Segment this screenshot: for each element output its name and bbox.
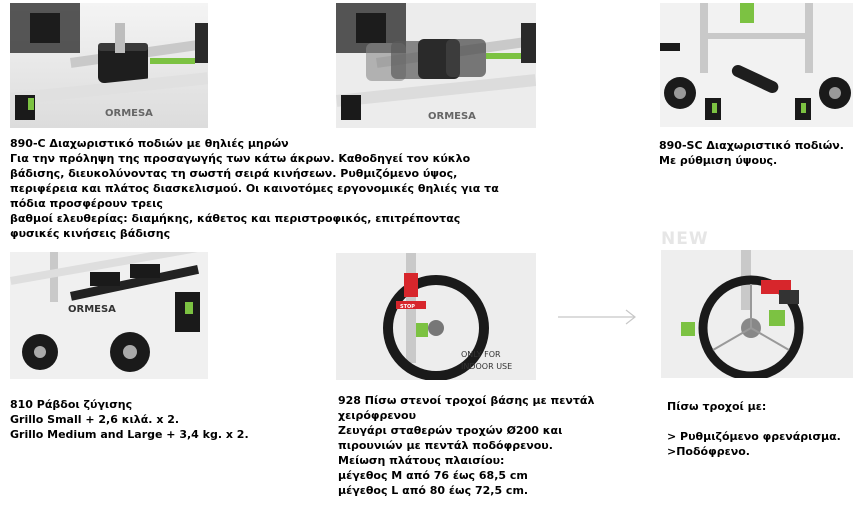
text-line xyxy=(667,414,841,429)
arrow-right-icon xyxy=(556,307,638,331)
photo-caption-1: ONLY FOR xyxy=(461,350,501,359)
text-line: Ζευγάρι σταθερών τροχών Ø200 και xyxy=(338,424,563,437)
photo-890c-leg-separator xyxy=(10,3,208,128)
photo-new-rear-wheel xyxy=(661,250,853,378)
text-line: μέγεθος M από 76 έως 68,5 cm xyxy=(338,469,528,482)
photo-928-rear-wheels xyxy=(336,253,536,380)
text-line: περιφέρεια και πλάτος διασκελισμού. Οι καινοτόμες εργονομικές θηλιές για τα xyxy=(10,182,499,195)
text-line: μέγεθος L από 80 έως 72,5 cm. xyxy=(338,484,529,497)
text-line: > Ρυθμιζόμενο φρενάρισμα. xyxy=(667,430,841,443)
text-line: φυσικές κινήσεις βάδισης xyxy=(10,227,171,240)
description-928 xyxy=(338,393,594,498)
description-890c xyxy=(10,136,499,241)
description-rear-wheels xyxy=(667,399,841,459)
text-line: 810 Ράβδοι ζύγισης xyxy=(10,398,133,411)
photo-810-weight-bars xyxy=(10,252,208,379)
text-line: 928 Πίσω στενοί τροχοί βάσης με πεντάλ xyxy=(338,394,595,407)
text-line: πιρουνιών με πεντάλ ποδόφρενου. xyxy=(338,439,553,452)
photo-890c-motion xyxy=(336,3,536,128)
description-810 xyxy=(10,397,249,442)
text-line: βαθμοί ελευθερίας: διαμήκης, κάθετος και περιστροφικός, επιτρέποντας xyxy=(10,212,461,225)
text-line: πόδια προσφέρουν τρεις xyxy=(10,197,163,210)
text-line: Με ρύθμιση ύψους. xyxy=(659,154,778,167)
brand-mark: ORMESA xyxy=(68,304,116,315)
text-line: 890-SC Διαχωριστικό ποδιών. xyxy=(659,139,844,152)
stop-label: STOP xyxy=(400,304,415,310)
text-line: >Ποδόφρενο. xyxy=(667,445,750,458)
text-line: Μείωση πλάτους πλαισίου: xyxy=(338,454,505,467)
text-line: 890-C Διαχωριστικό ποδιών με θηλιές μηρών xyxy=(10,137,289,150)
text-line: Για την πρόληψη της προσαγωγής των κάτω άκρων. Καθοδηγεί τον κύκλο xyxy=(10,152,471,165)
text-line: Grillo Small + 2,6 κιλά. x 2. xyxy=(10,413,180,426)
text-line: Grillo Medium and Large + 3,4 kg. x 2. xyxy=(10,428,249,441)
text-line: βάδισης, διευκολύνοντας τη σωστή σειρά κινήσεων. Ρυθμιζόμενο ύψος, xyxy=(10,167,458,180)
brand-mark: ORMESA xyxy=(428,111,476,122)
photo-890sc xyxy=(660,3,853,127)
brand-mark: ORMESA xyxy=(105,108,153,119)
description-890sc xyxy=(659,138,844,168)
text-line: χειρόφρενου xyxy=(338,409,417,422)
photo-caption-2: INDOOR USE xyxy=(461,362,513,371)
text-line: Πίσω τροχοί με: xyxy=(667,400,767,413)
new-badge: NEW xyxy=(661,229,709,249)
